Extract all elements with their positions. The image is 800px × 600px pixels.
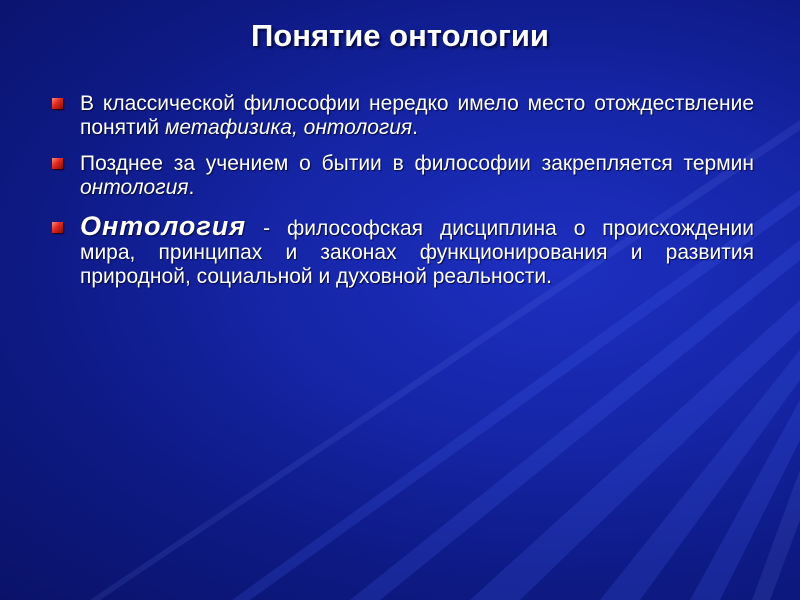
bullet-item: [46, 92, 754, 140]
bullet-item-definition: [46, 211, 754, 289]
square-bullet-icon: [52, 158, 63, 169]
definition-text: - философская дисциплина о происхождении мира, принципах и законах функционирования и развития природной, социальной и духовной реальности.: [80, 217, 754, 288]
bullet-tail: .: [188, 176, 195, 199]
bullet-list: [46, 92, 754, 301]
square-bullet-icon: [52, 98, 63, 109]
bullet-item: [46, 152, 754, 200]
bullet-italic-term: онтология: [80, 176, 189, 199]
bullet-italic-term: метафизика, онтология: [164, 116, 413, 139]
bullet-text: В классической философии нередко имело место отождествление понятий: [80, 92, 754, 139]
bullet-text: Позднее за учением о бытии в философии закрепляется термин: [80, 152, 754, 175]
bullet-tail: .: [412, 116, 418, 139]
defined-term: Онтология: [80, 211, 247, 241]
square-bullet-icon: [52, 222, 63, 233]
slide-title: Понятие онтологии: [251, 18, 549, 53]
